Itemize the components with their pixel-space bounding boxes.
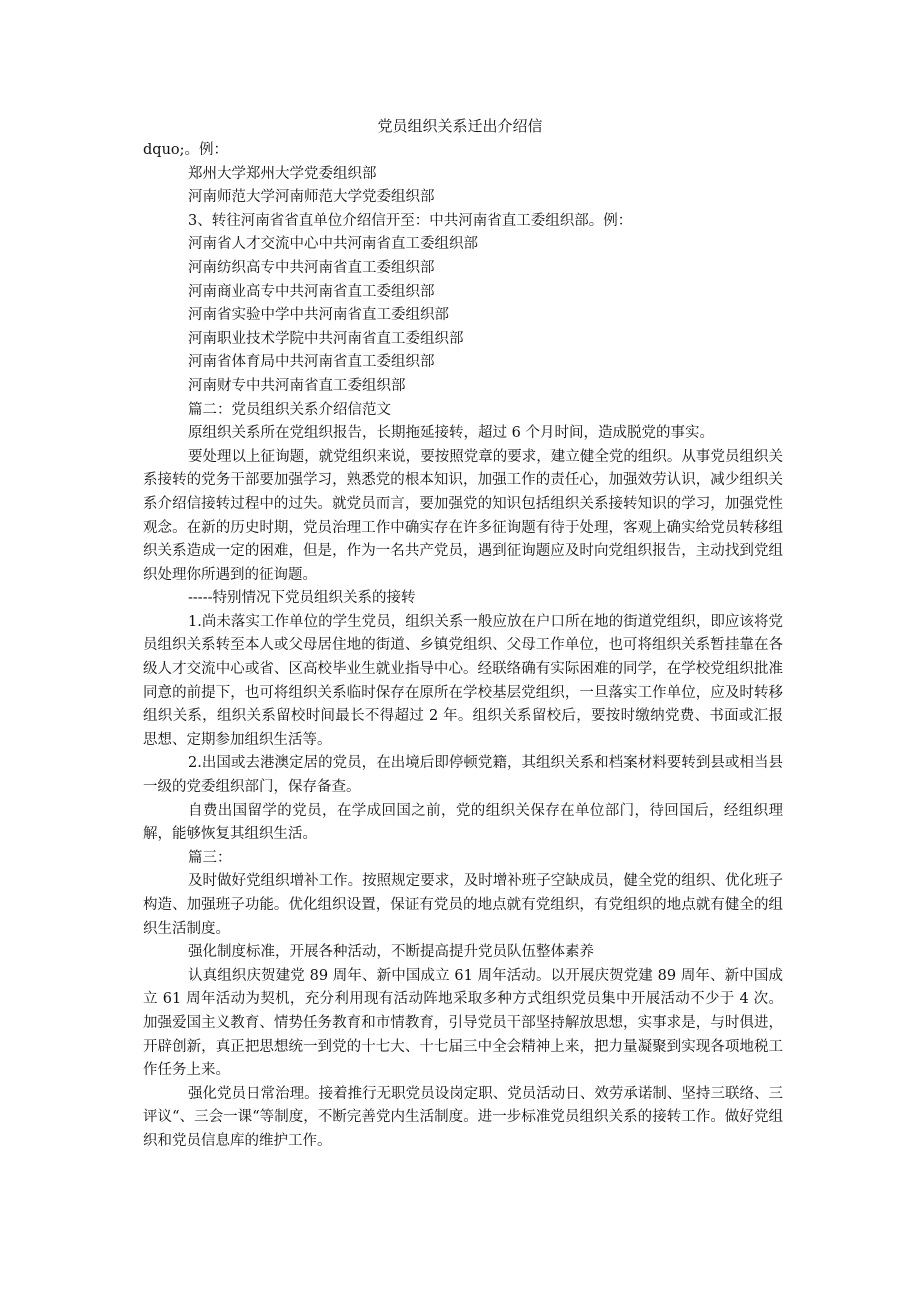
text-line: 3、转往河南省省直单位介绍信开至：中共河南省直工委组织部。例： (188, 212, 633, 229)
text-line: 河南师范大学河南师范大学党委组织部 (188, 189, 435, 206)
paragraph: 要处理以上征询题，就党组织来说，要按照党章的要求，建立健全党的组织。从事党员组织关系接转的党务干部要加强学习，熟悉党的根本知识，加强工作的责任心，加强效劳认识，减少组织关系介绍信接转过程中的过失。就党员而言，要加强党的知识包括组织关系接转知识的学习，加强党性观念。在新的历史时期，党员治理工作中确实存在许多征询题有待于处理，客观上确实给党员转移组织关系造成一定的困难，但是，作为一名共产党员，遇到征询题应及时向党组织报告，主动找到党组织处理你所遇到的征询题。 (143, 448, 783, 583)
paragraph: 自费出国留学的党员，在学成回国之前，党的组织关保存在单位部门，待回国后，经组织理解，能够恢复其组织生活。 (143, 802, 783, 843)
document-title: 党员组织关系迁出介绍信 (377, 117, 543, 135)
text-line: 河南纺织高专中共河南省直工委组织部 (188, 259, 435, 276)
document-body (143, 139, 783, 1154)
paragraph: 强化党员日常治理。接着推行无职党员设岗定职、党员活动日、效劳承诺制、坚持三联络、三评议“、三会一课“等制度，不断完善党内生活制度。进一步标准党员组织关系的接转工作。做好党组织和党员信息库的维护工作。 (143, 1085, 783, 1149)
paragraph: 认真组织庆贺建党 89 周年、新中国成立 61 周年活动。以开展庆贺党建 89 周年、新中国成立 61 周年活动为契机，充分利用现有活动阵地采取多种方式组织党员集中开展活动不少于 4 次。加强爱国主义教育、情势任务教育和市情教育，引导党员干部坚持解放思想，实事求是，与时俱进，开辟创新，真正把思想统一到党的十七大、十七届三中全会精神上来，把力量凝聚到实现各项地税工作任务上来。 (143, 967, 783, 1079)
text-line: 河南省实验中学中共河南省直工委组织部 (188, 307, 449, 324)
paragraph: 2.出国或去港澳定居的党员，在出境后即停顿党籍，其组织关系和档案材料要转到县或相当县一级的党委组织部门，保存备查。 (143, 755, 783, 796)
section-heading: 篇三： (188, 849, 232, 866)
text-line: 河南职业技术学院中共河南省直工委组织部 (188, 330, 464, 347)
text-line: dquo;。例： (143, 142, 229, 158)
section-heading: 篇二：党员组织关系介绍信范文 (188, 401, 391, 418)
text-line: 郑州大学郑州大学党委组织部 (188, 165, 377, 182)
paragraph: 原组织关系所在党组织报告，长期拖延接转，超过 6 个月时间，造成脱党的事实。 (188, 425, 714, 442)
section-heading: -----特别情况下党员组织关系的接转 (188, 590, 416, 607)
section-heading: 强化制度标准，开展各种活动，不断提高提升党员队伍整体素养 (188, 944, 594, 961)
paragraph: 及时做好党组织增补工作。按照规定要求，及时增补班子空缺成员，健全党的组织、优化班子构造、加强班子功能。优化组织设置，保证有党员的地点就有党组织，有党组织的地点就有健全的组织生活制度。 (143, 873, 783, 937)
paragraph: 1.尚未落实工作单位的学生党员，组织关系一般应放在户口所在地的街道党组织，即应该将党员组织关系转至本人或父母居住地的街道、乡镇党组织、父母工作单位，也可将组织关系暂挂靠在各级人才交流中心或省、区高校毕业生就业指导中心。经联络确有实际困难的同学，在学校党组织批准同意的前提下，也可将组织关系临时保存在原所在学校基层党组织，一旦落实工作单位，应及时转移组织关系，组织关系留校时间最长不得超过 2 年。组织关系留校后，要按时缴纳党费、书面或汇报思想、定期参加组织生活等。 (143, 613, 783, 748)
text-line: 河南财专中共河南省直工委组织部 (188, 377, 406, 394)
text-line: 河南省体育局中共河南省直工委组织部 (188, 354, 435, 371)
text-line: 河南商业高专中共河南省直工委组织部 (188, 283, 435, 300)
text-line: 河南省人才交流中心中共河南省直工委组织部 (188, 236, 478, 253)
